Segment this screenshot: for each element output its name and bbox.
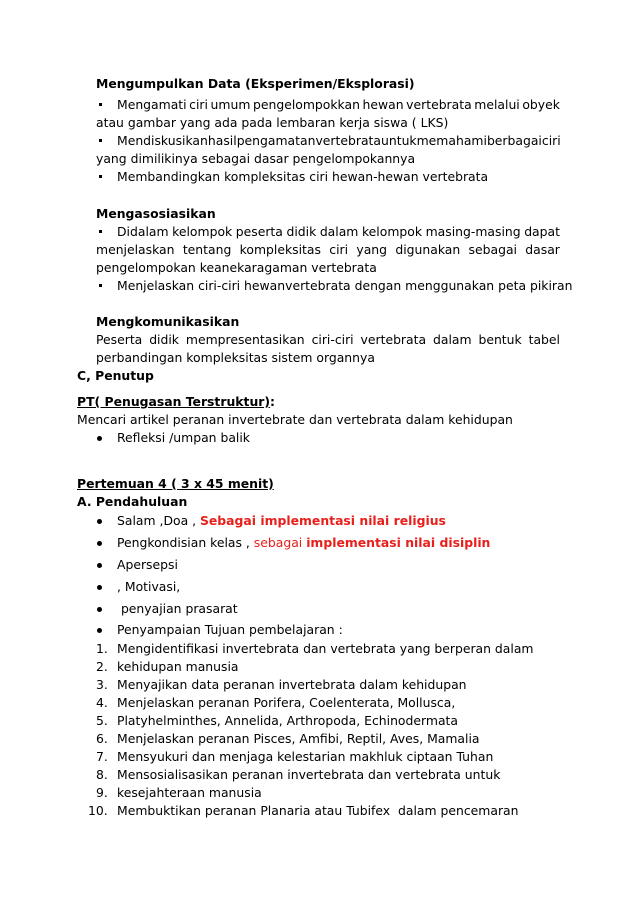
word: Mengamati [117,97,187,112]
word: untuk [381,133,417,148]
bullet-marker [99,103,102,106]
pengkondisian-item [117,535,490,551]
salam-text: Salam ,Doa , [117,513,200,528]
word: hasil [207,133,237,148]
word: berbagai [486,133,542,148]
word: kelompok [172,224,233,239]
salam-nilai-religius: Sebagai implementasi nilai religius [199,513,446,528]
word: digunakan [395,242,461,257]
mengkomunikasikan-line2: perbandingan kompleksitas sistem organnya [96,350,375,365]
word: menjelaskan [96,242,175,257]
heading-pendahuluan: A. Pendahuluan [77,494,188,509]
list-item: Platyhelminthes, Annelida, Arthropoda, Echinodermata [117,713,458,728]
list-item: Membuktikan peranan Planaria atau Tubifex dalam pencemaran [117,803,519,818]
bullet-marker [97,585,102,590]
list-number: 3. [96,677,108,692]
word: dasar [525,242,560,257]
bullet-marker [99,230,102,233]
list-number: 6. [96,731,108,746]
pengkondisian-text: Pengkondisian kelas , [117,535,254,550]
prasarat-item: penyajian prasarat [117,601,238,616]
word: memahami [416,133,487,148]
list-number: 8. [96,767,108,782]
bullet-marker [97,563,102,568]
list-item: Mengidentifikasi invertebrata dan vertebrata yang berperan dalam [117,641,534,656]
word: obyek [522,97,560,112]
list-item: Menjelaskan peranan Pisces, Amfibi, Reptil, Aves, Mamalia [117,731,480,746]
refleksi-item: Refleksi /umpan balik [117,430,250,445]
mengasosiasikan-item1-line3: pengelompokan keanekaragaman vertebrata [96,260,377,275]
word: pengamatan [236,133,316,148]
heading-mengkomunikasikan: Mengkomunikasikan [96,314,240,329]
heading-mengumpulkan-data: Mengumpulkan Data (Eksperimen/Eksplorasi) [96,76,415,91]
word: vertebrata [360,332,427,347]
list-number: 1. [96,641,108,656]
heading-penutup: C, Penutup [77,368,154,383]
word: kompleksitas [239,242,321,257]
word: sebagai [468,242,517,257]
pengkondisian-nilai-disiplin: implementasi nilai disiplin [306,535,491,550]
word: ciri [541,133,561,148]
word: tentang [182,242,232,257]
pengkondisian-sebagai: sebagai [253,535,307,550]
bullet-marker [99,284,102,287]
word: ciri-ciri [311,332,354,347]
word: ciri [189,97,208,112]
apersepsi-item: Apersepsi [117,557,178,572]
heading-pertemuan-4: Pertemuan 4 ( 3 x 45 menit) [77,476,274,491]
word: melalui [474,97,520,112]
list-item: Mensyukuri dan menjaga kelestarian makhluk ciptaan Tuhan [117,749,494,764]
mengumpulkan-item2-line1 [117,133,560,149]
mengasosiasikan-item1-line1 [117,224,560,240]
heading-mengasosiasikan: Mengasosiasikan [96,206,216,221]
mengkomunikasikan-line1 [96,332,560,348]
word: ciri [329,242,349,257]
mengumpulkan-item1-line2: atau gambar yang ada pada lembaran kerja siswa ( LKS) [96,115,449,130]
word: dalam [319,224,359,239]
bullet-marker [97,607,102,612]
word: vertebrata [315,133,382,148]
bullet-marker [99,139,102,142]
tujuan-item: Penyampaian Tujuan pembelajaran : [117,622,343,637]
word: yang [356,242,388,257]
word: dalam [432,332,472,347]
list-item: Menyajikan data peranan invertebrata dalam kehidupan [117,677,467,692]
motivasi-item: , Motivasi, [117,579,181,594]
list-item: Menjelaskan peranan Porifera, Coelenterata, Mollusca, [117,695,456,710]
mengasosiasikan-item2: Menjelaskan ciri-ciri hewanvertebrata dengan menggunakan peta pikiran [117,278,573,293]
mengumpulkan-item2-line2: yang dimilikinya sebagai dasar pengelompokannya [96,151,416,166]
word: pengelompokkan [252,97,360,112]
list-item: Mensosialisasikan peranan invertebrata dan vertebrata untuk [117,767,501,782]
word: umum [210,97,251,112]
word: Peserta [96,332,143,347]
bullet-marker [99,175,102,178]
word: bentuk [478,332,522,347]
word: didik [149,332,179,347]
list-item: kehidupan manusia [117,659,239,674]
word: Mendiskusikan [117,133,208,148]
pt-label: PT( Penugasan Terstruktur) [77,394,271,409]
list-number: 2. [96,659,108,674]
bullet-marker [97,541,102,546]
word: kelompok [361,224,423,239]
pt-text: Mencari artikel peranan invertebrate dan vertebrata dalam kehidupan [77,412,513,427]
salam-item [117,513,446,529]
word: peserta [235,224,283,239]
list-item: kesejahteraan manusia [117,785,262,800]
word: hewan [362,97,404,112]
pt-colon: : [270,394,276,409]
word: masing-masing [425,224,521,239]
mengasosiasikan-item1-line2 [96,242,560,258]
list-number: 4. [96,695,108,710]
bullet-marker [97,628,102,633]
list-number: 9. [96,785,108,800]
list-number: 7. [96,749,108,764]
word: tabel [528,332,560,347]
word: vertebrata [406,97,472,112]
list-number: 5. [96,713,108,728]
heading-penugasan-terstruktur [77,394,275,410]
mengumpulkan-item3: Membandingkan kompleksitas ciri hewan-hewan vertebrata [117,169,489,184]
bullet-marker [97,436,102,441]
mengumpulkan-item1-line1 [117,97,560,113]
word: Didalam [117,224,169,239]
bullet-marker [97,519,102,524]
word: dapat [524,224,560,239]
list-number: 10. [88,803,108,818]
word: didik [286,224,317,239]
word: mempresentasikan [185,332,305,347]
